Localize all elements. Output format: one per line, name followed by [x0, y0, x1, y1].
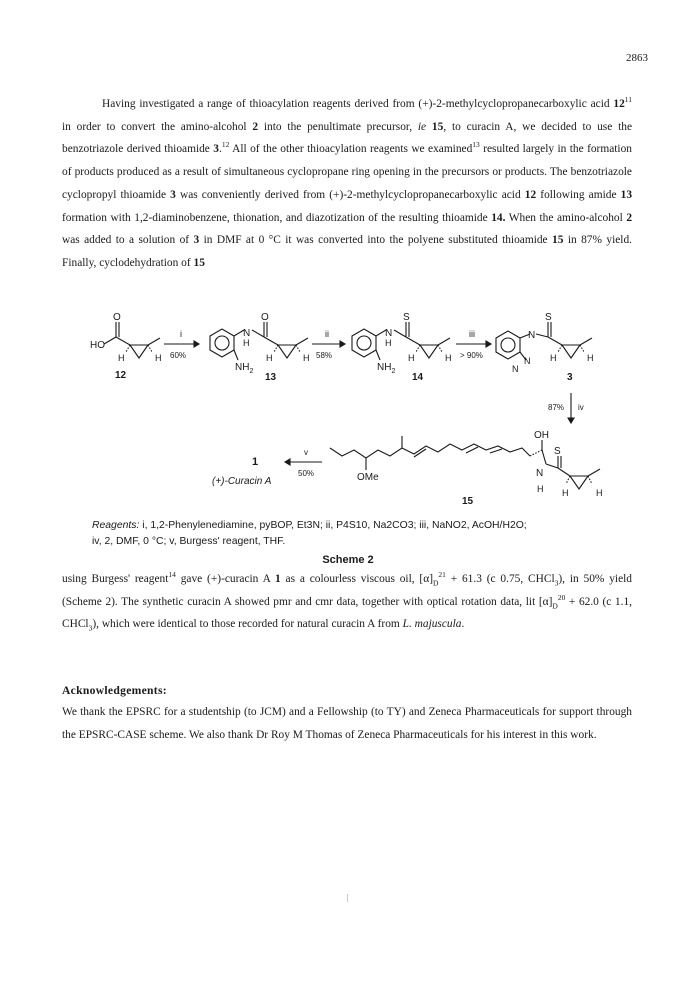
structure-3: [496, 312, 594, 383]
text-run: All of the other thioacylation reagents we examined: [229, 143, 473, 156]
scheme-drawing: [60, 300, 640, 512]
atom-H: H: [385, 338, 392, 348]
step-yield-v: 50%: [298, 469, 315, 478]
step-yield-ii: 58%: [316, 351, 333, 360]
text-run: Having investigated a range of thioacylation reagents derived from (+)-2-methylcyclopropanecarboxylic acid: [102, 98, 614, 110]
compound-label-3: 3: [567, 372, 573, 383]
reaction-scheme: [60, 300, 640, 530]
text-run: + 62.0 (c 1.1, CHCl: [62, 595, 632, 631]
scan-mark: [347, 894, 348, 902]
compound-ref: 15: [193, 256, 205, 269]
step-yield-i: 60%: [170, 351, 187, 360]
atom-H: H: [408, 353, 415, 363]
atom-N: N: [536, 468, 544, 479]
structure-14: [352, 312, 452, 383]
arrow-step-v: [285, 448, 322, 478]
compound-ref: 3: [213, 143, 219, 156]
text-run: , to curacin A, we decided to use the benzotriazole derived thioamide: [62, 120, 633, 156]
compound-ref: 13: [620, 188, 633, 201]
text-run: following amide: [536, 188, 621, 201]
text-run: formation with 1,2-diaminobenzene, thionation, and diazotization of the resulting thioamide: [62, 211, 492, 224]
atom-NH2: $NH_2$: [235, 362, 254, 375]
reagents-line-2: iv, 2, DMF, 0 °C; v, Burgess' reagent, THF.: [92, 536, 286, 547]
atom-H: H: [587, 353, 594, 363]
product-1: [212, 456, 272, 487]
compound-ref: 1: [275, 573, 281, 585]
compound-ref: 2: [626, 211, 633, 224]
text-run: + 61.3 (c 0.75, CHCl: [445, 573, 555, 585]
reagents-text: i, 1,2-Phenylenediamine, pyBOP, Et3N; ii, P4S10, Na2CO3; iii, NaNO2, AcOH/H2O;: [139, 520, 527, 531]
atom-H: H: [243, 338, 250, 348]
step-label-i: i: [180, 329, 182, 339]
step-label-v: v: [304, 448, 308, 457]
step-label-iv: iv: [578, 403, 584, 412]
text-run: in order to convert the amino-alcohol: [62, 120, 253, 133]
compound-ref: 15: [552, 234, 564, 247]
reagents-legend: [92, 518, 612, 550]
atom-H: H: [445, 353, 452, 363]
compound-ref: 15: [431, 120, 444, 133]
atom-H: H: [118, 353, 125, 363]
structure-13: [210, 312, 310, 383]
atom-H: H: [303, 353, 310, 363]
compound-label-12: 12: [115, 370, 127, 381]
compound-ref: 12: [613, 98, 625, 110]
subscript: 3: [88, 623, 93, 633]
compound-label-13: 13: [265, 372, 277, 383]
compound-ref: 2: [252, 120, 259, 133]
atom-N: N: [385, 328, 393, 339]
citation: 14: [168, 570, 176, 580]
atom-S: S: [554, 446, 561, 457]
acknowledgements-text: We thank the EPSRC for a studentship (to JCM) and a Fellowship (to TY) and Zeneca Pharmaceuticals for support through the EPSRC-CASE scheme. We also thank Dr Roy M Thomas of Zeneca Pharmaceuticals for his interest in this work.: [62, 706, 632, 741]
atom-N: N: [243, 328, 251, 339]
step-label-ii: ii: [325, 329, 329, 339]
reagents-line-1: [92, 518, 612, 534]
atom-H: H: [266, 353, 273, 363]
arrow-step-iii: [456, 329, 491, 360]
step-yield-iii: > 90%: [460, 351, 483, 360]
atom-OH: OH: [534, 430, 549, 441]
step-yield-iv: 87%: [548, 403, 565, 412]
citation: 11: [624, 95, 632, 105]
scheme-title: Scheme 2: [322, 554, 374, 566]
compound-label-15: 15: [462, 496, 474, 507]
atom-HO: HO: [90, 340, 105, 351]
compound-ref: 3: [193, 234, 200, 247]
species-name: L. majuscula: [402, 618, 462, 631]
atom-H: H: [155, 353, 162, 363]
text-run: gave (+)-curacin A: [175, 573, 275, 585]
structure-12: [90, 312, 162, 381]
atom-H: H: [550, 353, 557, 363]
subscript: D: [432, 578, 439, 588]
compound-ref: 12: [524, 188, 537, 201]
text-run: using Burgess' reagent: [62, 573, 169, 585]
text-run: into the penultimate precursor,: [258, 120, 418, 133]
arrow-step-i: [164, 329, 199, 360]
superscript: 20: [557, 592, 566, 602]
text-run: in DMF at 0 °C it was converted into the polyene substituted thioamide: [199, 234, 553, 247]
atom-O: O: [113, 312, 121, 323]
compound-label-14: 14: [412, 372, 424, 383]
structure-15: [330, 430, 603, 507]
text-run: resulted largely in the formation of products produced as a result of simultaneous cyclopropane ring opening in the precursors or products. The benzotriazole cyclopropyl thioamide: [62, 143, 632, 201]
text-run: in 87% yield. Finally, cyclodehydration of: [62, 234, 633, 269]
arrow-step-iv: [548, 393, 584, 423]
atom-H: H: [537, 484, 544, 494]
atom-OMe: OMe: [357, 472, 379, 483]
reagents-label: Reagents:: [92, 520, 140, 531]
paragraph-results: [62, 568, 632, 636]
citation: 13: [472, 140, 480, 150]
atom-N: N: [528, 330, 536, 341]
atom-H: H: [596, 488, 603, 498]
text-run: ), in 50% yield (Scheme 2). The synthetic curacin A showed pmr and cmr data, together with optical rotation data, lit [α]: [62, 573, 632, 608]
atom-H: H: [562, 488, 569, 498]
text-run: ), which were identical to those recorded for natural curacin A from: [92, 618, 403, 631]
page-number: 2863: [626, 52, 648, 64]
atom-NH2: $NH_2$: [377, 362, 396, 375]
text-run: was conveniently derived from (+)-2-methylcyclopropanecarboxylic acid: [175, 188, 525, 201]
text-run: .: [461, 618, 465, 631]
atom-S: S: [545, 312, 552, 323]
paragraph-intro: [62, 93, 632, 275]
citation: 12: [221, 140, 230, 150]
atom-N: N: [512, 364, 519, 374]
text-run: .: [218, 143, 222, 156]
atom-O: O: [261, 312, 269, 323]
compound-ref: 3: [170, 188, 176, 201]
compound-ref: 14.: [491, 211, 506, 224]
subscript: 3: [554, 578, 559, 588]
step-label-iii: iii: [469, 329, 475, 339]
text-run: was added to a solution of: [62, 234, 194, 247]
acknowledgements-heading: Acknowledgements:: [62, 684, 167, 697]
compound-label-1: 1: [252, 456, 259, 468]
text-run: When the amino-alcohol: [505, 211, 627, 224]
subscript: D: [552, 600, 558, 610]
atom-S: S: [403, 312, 410, 323]
text-run: as a colourless viscous oil, [α]: [280, 573, 433, 585]
atom-N: N: [524, 356, 531, 366]
text-run: ie: [417, 120, 427, 133]
superscript: 21: [438, 570, 446, 580]
arrow-step-ii: [312, 329, 345, 360]
compound-name-curacin: (+)-Curacin A: [212, 476, 272, 487]
